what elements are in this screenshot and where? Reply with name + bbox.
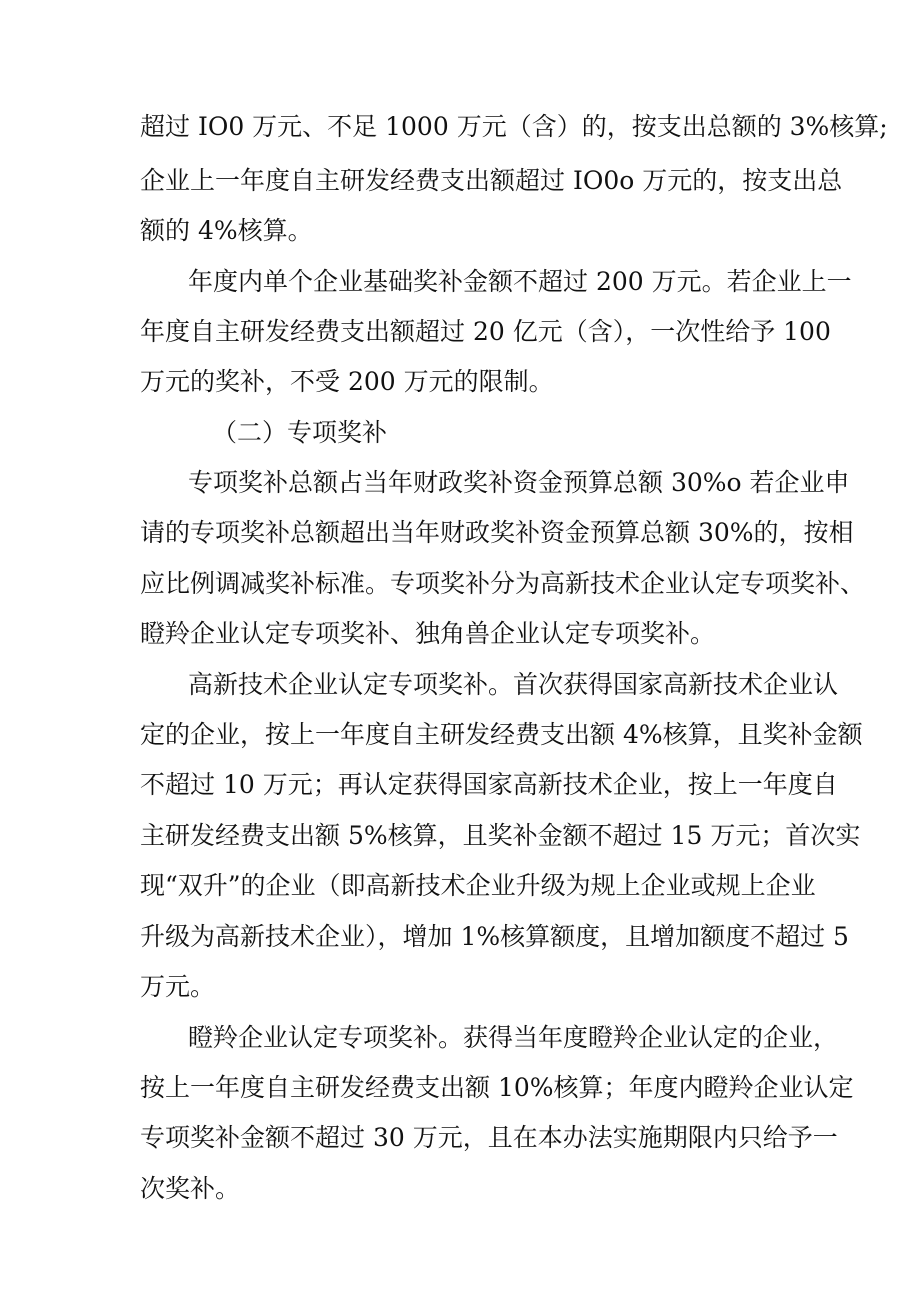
text-line-18: 万元。 xyxy=(140,972,216,1001)
text-line-12: 高新技术企业认定专项奖补。首次获得国家高新技术企业认 xyxy=(188,670,839,699)
text-line-8: 专项奖补总额占当年财政奖补资金预算总额 30%o 若企业申 xyxy=(188,468,850,497)
text-line-2: 企业上一年度自主研发经费支出额超过 IO0o 万元的，按支出总 xyxy=(140,166,843,195)
text-line-13: 定的企业，按上一年度自主研发经费支出额 4%核算，且奖补金额 xyxy=(140,720,863,749)
text-line-3: 额的 4%核算。 xyxy=(140,216,313,245)
text-line-16: 现“双升”的企业（即高新技术企业升级为规上企业或规上企业 xyxy=(140,871,816,900)
text-line-10: 应比例调减奖补标准。专项奖补分为高新技术企业认定专项奖补、 xyxy=(140,569,866,598)
text-line-6: 万元的奖补，不受 200 万元的限制。 xyxy=(140,367,554,396)
text-line-11: 瞪羚企业认定专项奖补、独角兽企业认定专项奖补。 xyxy=(140,619,716,648)
text-line-19: 瞪羚企业认定专项奖补。获得当年度瞪羚企业认定的企业， xyxy=(188,1023,839,1052)
section-heading: （二）专项奖补 xyxy=(212,418,388,447)
text-line-20: 按上一年度自主研发经费支出额 10%核算；年度内瞪羚企业认定 xyxy=(140,1073,854,1102)
text-line-21: 专项奖补金额不超过 30 万元，且在本办法实施期限内只给予一 xyxy=(140,1123,838,1152)
text-line-5: 年度自主研发经费支出额超过 20 亿元（含），一次性给予 100 xyxy=(140,317,831,346)
text-line-9: 请的专项奖补总额超出当年财政奖补资金预算总额 30%的，按相 xyxy=(140,518,854,547)
text-line-22: 次奖补。 xyxy=(140,1174,241,1203)
text-line-17: 升级为高新技术企业），增加 1%核算额度，且增加额度不超过 5 xyxy=(140,922,849,951)
text-line-4: 年度内单个企业基础奖补金额不超过 200 万元。若企业上一 xyxy=(188,267,852,296)
text-line-15: 主研发经费支出额 5%核算，且奖补金额不超过 15 万元；首次实 xyxy=(140,821,861,850)
text-line-1: 超过 IO0 万元、不足 1000 万元（含）的，按支出总额的 3%核算; xyxy=(140,112,888,141)
text-line-14: 不超过 10 万元；再认定获得国家高新技术企业，按上一年度自 xyxy=(140,770,838,799)
